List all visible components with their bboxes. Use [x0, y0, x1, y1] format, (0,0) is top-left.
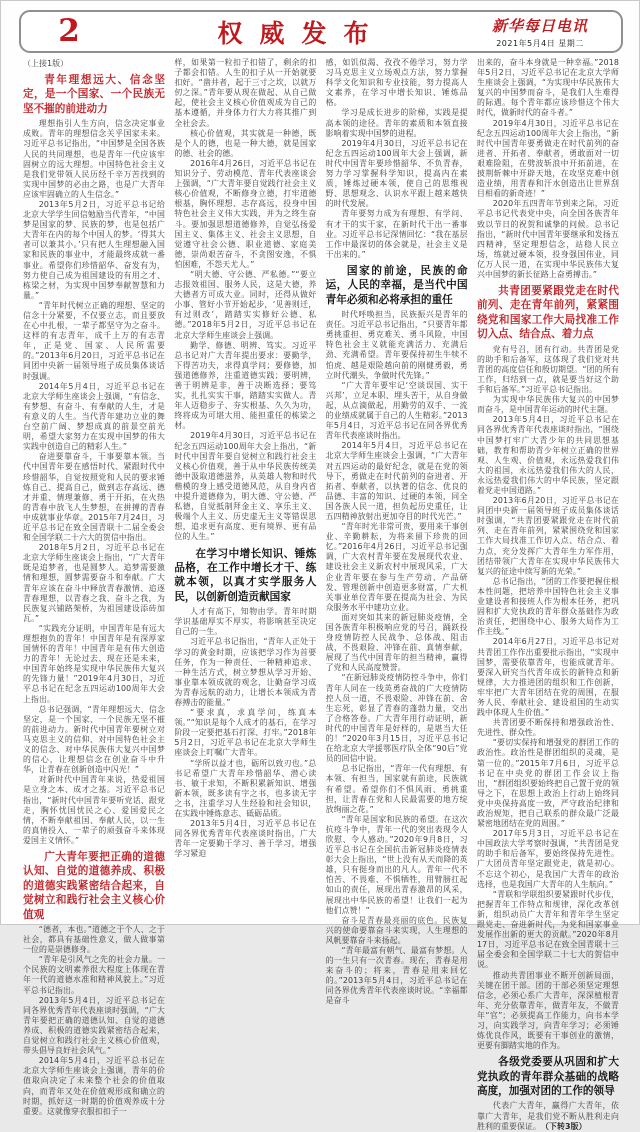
page-header: [19, 10, 623, 53]
column: [174, 58, 316, 918]
paragraph: 2013年5月4日，习近平总书记在同各界优秀青年代表座谈时指出，广大青年一定要勤于学习、善于学习，增强学习紧迫: [174, 819, 317, 859]
turn-page-note: （下转3版）: [536, 1121, 587, 1131]
paragraph: 青年要努力成为有理想、有学问、有才干的实干家，在新时代干出一番事业。习近平总书记深情回忆：“我在基层工作中最深切的体会就是，社会主义是干出来的。”: [325, 209, 468, 259]
section-headline: 在学习中增长知识、锤炼品格，在工作中增长才干、练就本领，以真才实学服务人民，以创新创造贡献国家: [174, 547, 317, 603]
paragraph: 核心价值观，其实就是一种德，既是个人的德，也是一种大德，就是国家的德、社会的德。: [174, 128, 317, 158]
paragraph: 2016年4月26日，习近平总书记在知识分子、劳动模范、青年代表座谈会上强调，“广大青年要自觉践行社会主义核心价值观，不断修身立德，打牢道德根基，胸怀理想、志存高远，投身中国特色社会主义伟大实践，并为之终生奋斗。要加强思想道德修养，自觉弘扬爱国主义、集体主义、社会主义思想，自觉遵守社会公德、职业道德、家庭美德，崇尚艰苦奋斗，不贪图安逸，不惧怕困难，不怨天尤人。”: [174, 158, 317, 269]
paragraph: 面对突如其来的新冠肺炎疫情，全国各族青年积极响应党的号召，踊跃投身疫情防控人民战争、总体战、阻击战，不畏艰险、冲锋在前、真情奉献，展现了当代中国青年的担当精神，赢得了党和人民高度赞誉。: [325, 612, 468, 673]
paragraph: 奋斗是青春最亮丽的底色。民族复兴的使命要靠奋斗来实现，人生理想的风帆要靠奋斗来扬起。: [325, 915, 468, 945]
paragraph: 理想指引人生方向，信念决定事业成败。青年的理想信念关乎国家未来。习近平总书记指出，“中国梦是全国各族人民的共同理想，也是青年一代应该牢固树立的远大理想。中国特色社会主义是我们党带领人民历经千辛万苦找到的实现中国梦的必由之路，也是广大青年应该牢固确立的人生信念。”: [23, 119, 165, 199]
article-body: [23, 58, 619, 1131]
paragraph-continuation: 出来的，奋斗本身就是一种幸福。”2018年5月2日，习近平总书记在北京大学师生座谈会上强调，“为实现中华民族伟大复兴的中国梦而奋斗，是我们人生难得的际遇。每个青年都应该珍惜这个伟大时代，做新时代的奋斗者。”: [476, 58, 619, 118]
paragraph: 党有号召，团有行动。共青团是党的助手和后备军，这体现了我们党对共青团的高度信任和殷切期望。“团的所有工作，归结到一点，就是要当好这个助手和后备军。”习近平总书记指出。: [476, 344, 619, 395]
paragraph: “学所以益才也，砺所以致刃也。”总书记希望广大青年珍惜韶华、潜心读书、敏于求知，不断积累新知识、增强新本领，既多读有字之书，也多读无字之书，注重学习人生经验和社会知识，在实践中锤炼意志、砥砺品质。: [174, 758, 317, 818]
page-title: 权威发布: [217, 18, 386, 48]
paragraph: 总书记指出，“青年一代有理想、有本领、有担当，国家就有前途，民族就有希望。希望你们不惧风雨、勇挑重担，让青春在党和人民最需要的地方绽放绚丽之花。”: [325, 764, 468, 814]
paragraph: 2014年6月27日，习近平总书记对共青团工作作出重要批示指出，“实现中国梦，需要依靠青年，也能成就青年。要深入研究当代青年成长的新特点和新规律，大力推进团的组织和工作创新，牢牢把广大青年团结在党的周围，在服务人民、奉献社会、建设祖国的生动实践中体现人生价值。”: [476, 637, 619, 718]
paragraph: “青联和学联组织要紧跟时代步伐，把握青年工作特点和规律，深化改革创新，组织动员广大青年和青年学生坚定跟党走、奋进新时代，为党和国家事业发展作出新的更大的贡献。”2020年8月17日，习近平总书记在致全国青联十三届全委会和全国学联二十七大的贺信中说。: [476, 889, 619, 970]
continuation-note: （上接1版）: [23, 59, 69, 68]
paragraph: 对新时代中国青年来说，热爱祖国是立身之本、成才之基。习近平总书记指出，“新时代中国青年要听党话、跟党走，胸怀忧国忧民之心、爱国爱民之情，不断奉献祖国、奉献人民，以一生的真情投入、一辈子的顽强奋斗来体现爱国主义情怀。”: [23, 775, 165, 845]
paragraph: 勤学、修德、明辨、笃实。习近平总书记对广大青年提出要求：要勤学，下得苦功夫，求得真学问；要修德，加强道德修养，注重道德实践；要明辨，善于明辨是非，善于决断选择；要笃实，扎扎实实干事，踏踏实实做人。青年人迈稳步子、夯实根基、久久为功，终将成为可堪大用、能担重任的栋梁之材。: [174, 340, 317, 431]
paragraph: 2019年4月30日，习近平总书记在纪念五四运动100周年大会上强调，新时代中国青年要珍惜韶华、不负青春，努力学习掌握科学知识，提高内在素质，锤炼过硬本领，使自己的思维视野、思想观念、认识水平跟上越来越快的时代发展。: [325, 138, 468, 209]
paragraph: 总书记强调，“青年理想远大、信念坚定，是一个国家、一个民族无坚不摧的前进动力。新时代中国青年要树立对马克思主义的信仰、对中国特色社会主义的信念、对中华民族伟大复兴中国梦的信心，让理想信念在创业奋斗中升华，让青春在创新创造中闪光！”: [23, 704, 165, 775]
section-headline: 各级党委要从巩固和扩大党执政的青年群众基础的战略高度，加强对团的工作的领导: [476, 1056, 619, 1098]
paragraph: “要求真，求真学问，练真本领。”“知识是每个人成才的基石，在学习阶段一定要把基石打深、打牢。”2018年5月2日，习近平总书记在北京大学师生座谈会上叮嘱广大青年。: [174, 708, 317, 758]
paragraph: 学习是成长进步的阶梯，实践是提高本领的途径。青年的素质和本领直接影响着实现中国梦的进程。: [325, 108, 468, 138]
paragraph: 习近平总书记指出，“青年人正处于学习的黄金时期，应该把学习作为首要任务，作为一种责任、一种精神追求、一种生活方式，树立梦想从学习开始、事业靠本领成就的观念，让勤奋学习成为青春远航的动力，让增长本领成为青春搏击的能量。”: [174, 637, 317, 707]
paragraph: “明大德、守公德、严私德。”“要立志报效祖国、服务人民，这是大德，养大德者方可成大业。同时，还得从做好小事、管好小节开始起步，‘见善则迁，有过则改’，踏踏实实修好公德、私德。”2018年5月2日，习近平总书记在北京大学师生座谈会上强调。: [174, 269, 317, 340]
paragraph: 代表广大青年，赢得广大青年，依靠广大青年，是我们党不断从胜利走向胜利的重要保证。 （下转3版）: [476, 1101, 619, 1131]
paragraph: 2019年4月30日，习近平总书记在纪念五四运动100周年大会上指出，“新时代中国青年要自觉树立和践行社会主义核心价值观，善于从中华民族传统美德中汲取道德滋养，从英雄人物和时代楷模的身上感受道德风范，从自身内省中提升道德修为，明大德、守公德、严私德，自觉抵制拜金主义、享乐主义、极端个人主义、历史虚无主义等错误思想，追求更有高度、更有境界、更有品位的人生。”: [174, 431, 317, 542]
paragraph: “实践充分证明，中国青年是有远大理想抱负的青年！中国青年是有深厚家国情怀的青年！中国青年是有伟大创造力的青年！无论过去、现在还是未来，中国青年始终是实现中华民族伟大复兴的先锋力量！”2019年4月30日，习近平总书记在纪念五四运动100周年大会上指出。: [23, 623, 165, 704]
paragraph-continuation: 样，如果第一粒扣子扣错了，剩余的扣子都会扣错。人生的扣子从一开始就要扣好。“凿井者，起于三寸之坎，以就万仞之深。”青年要从现在做起、从自己做起，使社会主义核心价值观成为自己的基本遵循，并身体力行大力将其推广到全社会去。: [174, 58, 317, 128]
paragraph-continuation: 感，如饥似渴、孜孜不倦学习，努力学习马克思主义立场观点方法，努力掌握科学文化知识和专业技能，努力提高人文素养，在学习中增长知识、锤炼品格。: [325, 58, 468, 108]
paragraph: 人才有高下，知物由学。青年时期学识基础厚实不厚实，将影响甚至决定自己的一生。: [174, 607, 317, 637]
column: [325, 58, 468, 1006]
paragraph: 2014年5月4日，习近平总书记在北京大学师生座谈会上强调，“有信念、有梦想、有奋斗、有奉献的人生，才是有意义的人生。当代青年建功立业的舞台空前广阔、梦想成真的前景空前光明，希望大家努力在实现中国梦的伟大实践中创造自己的精彩人生。”: [23, 381, 165, 452]
paragraph: 共青团要不断保持和增强政治性、先进性、群众性。: [476, 718, 619, 738]
paragraph: 2013年5月2日，习近平总书记给北京大学学生回信勉励当代青年，“中国梦是国家的梦、民族的梦，也是包括广大青年在内的每个中国人的梦。‘得其大者可以兼其小。’只有把人生理想融入国家和民族的事业中，才能最终成就一番事业。希望你们珍惜韶华、奋发有为，努力使自己成为祖国建设的有用之才、栋梁之材，为实现中国梦奉献智慧和力量。”: [23, 199, 165, 300]
paragraph: “德者，本也。”道德之于个人、之于社会，都具有基础性意义，做人做事第一位的是崇德修身。: [23, 925, 165, 955]
paragraph: 2017年5月3日，习近平总书记在中国政法大学考察时强调，“共青团是党的助手和后备军，要始终保持先进性。广大团员青年坚定跟党走，就是初心。不忘这个初心，是我国广大青年的政治选择，也是我国广大青年的人生航向。”: [476, 829, 619, 889]
column: [476, 58, 619, 1131]
paragraph: 2013年6月20日，习近平总书记在同团中央新一届领导班子成员集体谈话时强调，“共青团要紧跟党走在时代前列、走在青年前列，紧紧围绕党和国家工作大局找准工作切入点、结合点、着力点，充分发挥广大青年生力军作用，团结带领广大青年在实现中华民族伟大复兴的征途中续写新的光荣。”: [476, 496, 619, 576]
paragraph: 时代呼唤担当，民族振兴是青年的责任。习近平总书记指出，“只要青年都勇挑重担、勇克难关、勇斗风险，中国特色社会主义就能充满活力、充满后劲、充满希望。青年要保持初生牛犊不怕虎、越是艰险越向前的刚健勇毅，勇立时代潮头，争做时代先锋。”: [325, 310, 468, 380]
paragraph: 推动共青团事业不断开创新局面，关键在团干部。团的干部必须坚定理想信念，必须心系广大青年，深深植根青年、充分依靠青年，做青年友，不做青年“官”；必须提高工作能力，向书本学习，向实践学习，向青年学习；必须锤炼优良作风，既要有干事创业的激情，更要有脚踏实地的作为。: [476, 970, 619, 1051]
paragraph: 2018年5月2日，习近平总书记在北京大学师生座谈会上指出，“广大青年既是追梦者，也是圆梦人。追梦需要激情和理想，圆梦需要奋斗和奉献。广大青年应该在奋斗中释放青春激情、追逐青春理想，以青春之我、奋斗之我，为民族复兴铺路架桥，为祖国建设添砖加瓦。”: [23, 543, 165, 623]
paragraph: “青年是引风气之先的社会力量。一个民族的文明素养很大程度上体现在青年一代的道德水准和精神风貌上。”习近平总书记指出。: [23, 955, 165, 995]
page-number: 2: [58, 13, 80, 49]
paragraph: 2013年5月4日，习近平总书记在同各界优秀青年代表座谈时强调，“广大青年要把正确的道德认知、自觉的道德养成、积极的道德实践紧密结合起来，自觉树立和践行社会主义核心价值观，带头倡导良好社会风气。”: [23, 995, 165, 1056]
masthead-logo: 新华每日电讯: [491, 16, 588, 35]
paragraph: “要切实保持和增强党的群团工作的政治性。政治性是群团组织的灵魂，是第一位的。”2015年7月6日，习近平总书记在中央党的群团工作会议上指出，“群团组织要始终把自己置于党的领导之下，在思想上政治上行动上始终同党中央保持高度一致，严守政治纪律和政治规矩，把自己联系的群众最广泛最紧密地团结在党的周围。”: [476, 738, 619, 829]
paragraph: “青年最富有朝气、最富有梦想。人的一生只有一次青春。现在，青春是用来奋斗的；将来，青春是用来回忆的。”2013年5月4日，习近平总书记在同各界优秀青年代表座谈时说。“幸福都是奋斗: [325, 946, 468, 1006]
paragraph: 2014年5月4日，习近平总书记在北京大学师生座谈会上强调，“广大青年对五四运动的最好纪念，就是在党的领导下，勇做走在时代前列的奋进者、开拓者、奉献者，以执著的信念、优良的品德、丰富的知识、过硬的本领，同全国各族人民一道，担负起历史重任，让五四精神放射出更加夺目的时代光芒。”: [325, 441, 468, 521]
paragraph: 2014年5月4日，习近平总书记在北京大学师生座谈会上强调，青年的价值取向决定了未来整个社会的价值取向，而青年又处在价值观形成和确立的时期，抓好这一时期的价值观养成十分重要。这就像穿衣服扣扣子一: [23, 1056, 165, 1116]
paragraph: “青年时光非常可贵，要用来干事创业、辛勤耕耘，为将来留下珍贵的回忆。”2016年4月26日，习近平总书记强调，广大农村青年要在发展现代农业、建设社会主义新农村中展现风采，广大企业青年要在参与生产劳动、产品研发、管理创新中创造更多财富，广大机关事业单位青年要在提高为社会、为民众服务水平中建功立业。: [325, 522, 468, 612]
paragraph: 2020年五四青年节到来之际，习近平总书记代表党中央，向全国各族青年致以节日的祝贺和诚挚的问候。总书记指出，“新时代中国青年要继承和发扬五四精神，坚定理想信念，站稳人民立场，练就过硬本领，投身强国伟业，同亿万人民一道，在实现中华民族伟大复兴中国梦的新长征路上奋勇搏击。”: [476, 199, 619, 279]
column: [23, 58, 165, 1116]
section-headline-red: 共青团要紧跟党走在时代前列、走在青年前列，紧紧围绕党和国家工作大局找准工作切入点、结合点、着力点: [476, 285, 619, 341]
paragraph: 总书记指出，“团的工作要把握住根本性问题，把培养中国特色社会主义事业建设者和接班人作为根本任务，把巩固和扩大党执政的青年群众基础作为政治责任，把围绕中心、服务大局作为工作主线。”: [476, 576, 619, 637]
section-headline-red: 广大青年要把正确的道德认知、自觉的道德养成、积极的道德实践紧密结合起来，自觉树立和践行社会主义核心价值观: [23, 850, 165, 921]
section-headline: 国家的前途，民族的命运，人民的幸福，是当代中国青年必须和必将承担的重任: [325, 264, 468, 306]
paragraph: “青年时代树立正确的理想、坚定的信念十分紧要，不仅要立志，而且要放在心中扎根，一辈子都坚守为之奋斗。这样的有志青年，成千上万的有志青年，正是党、国家、人民所需要的。”2013年6月20日，习近平总书记在同团中央新一届领导班子成员集体谈话时强调。: [23, 300, 165, 381]
section-headline-red: 青年理想远大、信念坚定，是一个国家、一个民族无坚不摧的前进动力: [23, 74, 165, 115]
paragraph: 2019年4月30日，习近平总书记在纪念五四运动100周年大会上指出，“新时代中国青年要勇做走在时代前列的奋进者、开拓者、奉献者，勇敢面对一切艰难险阻，在劈波斩浪中开拓前进，在披荆斩棘中开辟天地，在攻坚克难中创造业绩，用青春和汗水创造出让世界刮目相看的新奇迹！”: [476, 118, 619, 199]
paragraph: “在新冠肺炎疫情防控斗争中，你们青年人同在一线英勇奋战的广大疫情防控人员一道，不畏艰险、冲锋在前、舍生忘死，彰显了青春的蓬勃力量，交出了合格答卷。广大青年用行动证明，新时代的中国青年是好样的，是堪当大任的！”2020年3月15日，习近平总书记在给北京大学援鄂医疗队全体“90后”党员的回信中说。: [325, 673, 468, 764]
paragraph: 为实现中华民族伟大复兴的中国梦而奋斗，是中国青年运动的时代主题。: [476, 395, 619, 415]
paragraph: 2013年5月4日，习近平总书记在同各界优秀青年代表座谈时指出，“围绕中国梦打牢广大青少年的共同思想基础，教育和帮助青少年树立正确的世界观、人生观、价值观，永远热爱我们伟大的祖国，永远热爱我们伟大的人民，永远热爱我们伟大的中华民族，坚定跟着党走中国道路。”: [476, 415, 619, 495]
date-line: 2021年5月4日 星期二: [496, 38, 584, 48]
paragraph: 奋进要靠奋斗，干事要靠本领。当代中国青年要在感悟时代、紧跟时代中珍惜韶华，自觉按照党和人民的要求锤炼自己、提高自己，做到志存高远、德才并重、情理兼修、勇于开拓，在火热的青春中放飞人生梦想，在拼搏的青春中成就事业华章。2015年7月24日，习近平总书记在致全国青联十二届全委会和全国学联二十六大的贺信中指出。: [23, 452, 165, 543]
paragraph: “青年是国家和民族的希望。在这次抗疫斗争中，青年一代的突出表现令人欣慰、令人感动。”2020年9月8日，习近平总书记在全国抗击新冠肺炎疫情表彰大会上指出，“世上没有从天而降的英雄，只有挺身而出的凡人。青年一代不怕苦、不畏难、不惧牺牲，用臂膀扛起如山的责任，展现出青春激昂的风采，展现出中华民族的希望！让我们一起为他们点赞！”: [325, 814, 468, 915]
paragraph: “广大青年要牢记‘空谈误国、实干兴邦’，立足本职、埋头苦干，从自身做起，从点滴做起，用勤劳的双手、一流的业绩成就属于自己的人生精彩。”2013年5月4日，习近平总书记在同各界优秀青年代表座谈时指出。: [325, 380, 468, 441]
masthead: [469, 15, 621, 49]
